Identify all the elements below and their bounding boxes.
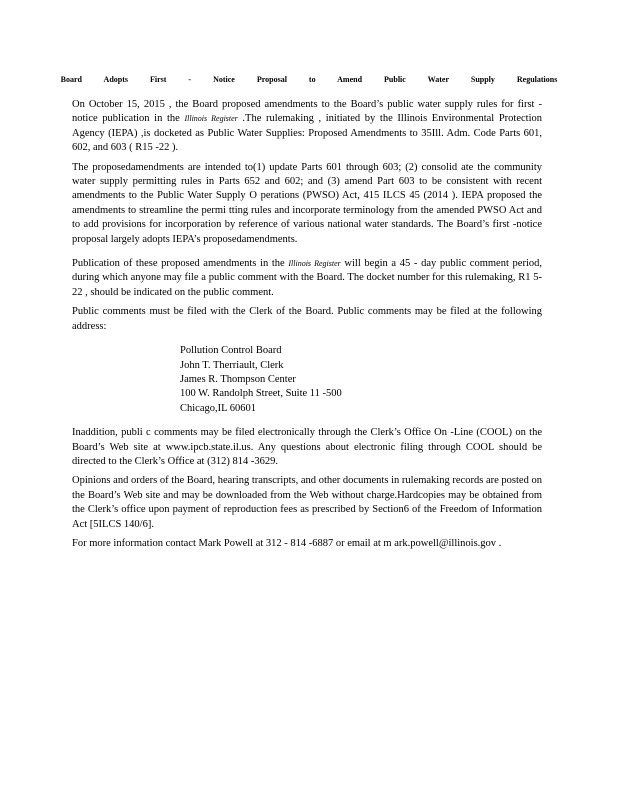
address-line: Pollution Control Board [180, 345, 282, 357]
address-line: James R. Thompson Center [180, 373, 296, 385]
paragraph-1-text-end: .The rulemaking , initiated by the Illinois Environmental Protection Agency (IEPA) ,is docketed as Public Water Supplies: Proposed Amendments to 35Ill. Adm. Code Parts 601, 602, and 603 ( R15 -22 ). [72, 113, 542, 154]
paragraph-documents-access: Opinions and orders of the Board, hearing transcripts, and other documents in rulemaking records are posted on the Board’s Web site and may be downloaded from the Web without charge.Hardcopies may be obtained from the Clerk’s office upon payment of reproduction fees as prescribed by Section6 of the Freedom of Information Act [5ILCS 140/6]. [72, 475, 542, 530]
paragraph-electronic-filing: Inaddition, publi c comments may be filed electronically through the Clerk’s Office On -Line (COOL) on the Board’s Web site at www.ipcb.state.il.us. Any questions about electronic filing through COOL should be directed to the Clerk’s Office at (312) 814 -3629. [72, 427, 542, 467]
document-body [72, 98, 542, 561]
illinois-register-reference-2: Illinois Register [288, 259, 341, 269]
paragraph-1-text-start: On October 15, 2015 , the Board proposed amendments to the Board’s public water supply rules for first -notice publication in the [72, 99, 542, 125]
document-title: Board Adopts First - Notice Proposal to Amend Public Water Supply Regulations [60, 75, 558, 84]
paragraph-filing-instructions: Public comments must be filed with the Clerk of the Board. Public comments may be filed at the following address: [72, 306, 542, 332]
paragraph-3-text-end: will begin a 45 - day public comment period, during which anyone may file a public comment with the Board. The docket number for this rulemaking, R1 5-22 , should be indicated on the public comment. [72, 258, 542, 298]
paragraph-amendment-purpose: The proposedamendments are intended to(1) update Parts 601 through 603; (2) consolid ate the community water supply permitting rules in Parts 652 and 602; and (3) amend Part 603 to be consistent with recent amendments to the Public Water Supply O perations (PWSO) Act, 415 ILCS 45 (2014 ). IEPA proposed the amendments to streamline the permi tting rules and incorporate terminology from the amended PWSO Act and to add provisions for incorporation by reference of various national water standards. The Board’s first -notice proposal largely adopts IEPA’s proposedamendments. [72, 161, 542, 245]
illinois-register-reference: Illinois Register [184, 114, 238, 124]
address-line: Chicago,IL 60601 [180, 402, 257, 414]
mailing-address [180, 344, 542, 416]
paragraph-contact-info: For more information contact Mark Powell at 312 - 814 -6887 or email at m ark.powell@illinois.gov . [72, 537, 502, 549]
paragraph-3-text-start: Publication of these proposed amendments in the [72, 258, 289, 270]
address-line: 100 W. Randolph Street, Suite 11 -500 [180, 388, 342, 400]
paragraph-proposal-date [72, 98, 542, 156]
paragraph-comment-period [72, 257, 542, 300]
address-line: John T. Therriault, Clerk [180, 359, 284, 371]
